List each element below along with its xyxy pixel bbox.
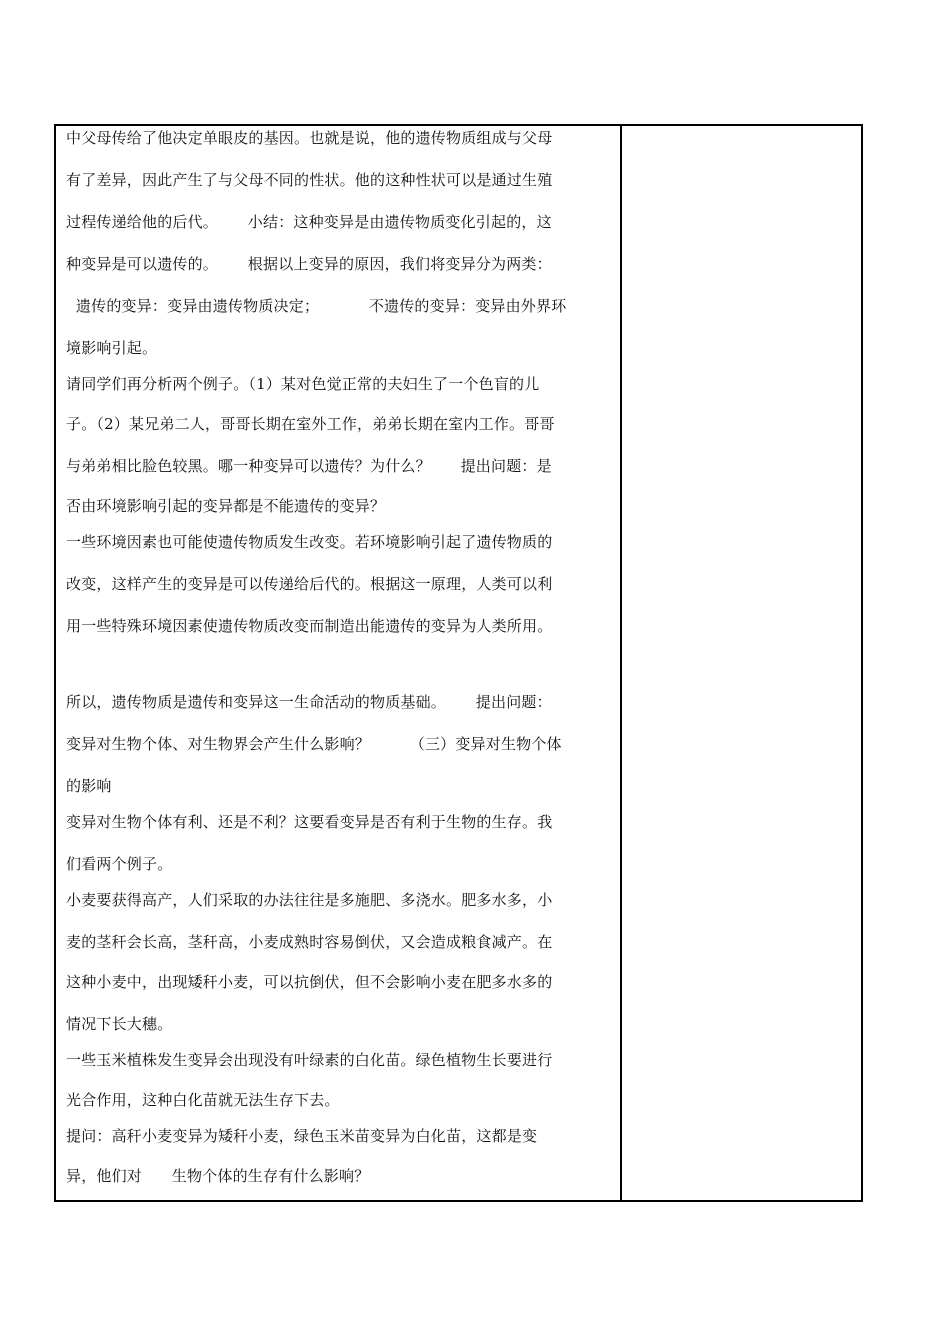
text-line: 境影响引起。 xyxy=(66,339,158,357)
text-line: 有了差异，因此产生了与父母不同的性状。他的这种性状可以是通过生殖 xyxy=(66,171,553,189)
text-line: 种变异是可以遗传的。 根据以上变异的原因，我们将变异分为两类： xyxy=(66,255,552,273)
text-line: 这种小麦中，出现矮秆小麦，可以抗倒伏，但不会影响小麦在肥多水多的 xyxy=(66,973,553,991)
text-line: 情况下长大穗。 xyxy=(66,1015,173,1033)
text-line: 小麦要获得高产，人们采取的办法往往是多施肥、多浇水。肥多水多，小 xyxy=(66,891,553,909)
text-line: 子。（2）某兄弟二人，哥哥长期在室外工作，弟弟长期在室内工作。哥哥 xyxy=(66,415,555,433)
text-line: 们看两个例子。 xyxy=(66,855,173,873)
text-line: 提问：高秆小麦变异为矮秆小麦，绿色玉米苗变异为白化苗，这都是变 xyxy=(66,1127,538,1145)
text-line: 改变，这样产生的变异是可以传递给后代的。根据这一原理，人类可以利 xyxy=(66,575,553,593)
text-line: 否由环境影响引起的变异都是不能遗传的变异？ xyxy=(66,497,386,515)
text-line: 一些玉米植株发生变异会出现没有叶绿素的白化苗。绿色植物生长要进行 xyxy=(66,1051,553,1069)
text-line: 遗传的变异：变异由遗传物质决定； 不遗传的变异：变异由外界环 xyxy=(66,297,567,315)
text-line: 用一些特殊环境因素使遗传物质改变而制造出能遗传的变异为人类所用。 xyxy=(66,617,553,635)
text-line: 麦的茎秆会长高，茎秆高，小麦成熟时容易倒伏，又会造成粮食减产。在 xyxy=(66,933,553,951)
text-line: 一些环境因素也可能使遗传物质发生改变。若环境影响引起了遗传物质的 xyxy=(66,533,553,551)
text-line: 异，他们对 生物个体的生存有什么影响？ xyxy=(66,1167,370,1185)
notes-cell xyxy=(622,126,861,1200)
document-table xyxy=(54,124,863,1202)
text-line: 所以，遗传物质是遗传和变异这一生命活动的物质基础。 提出问题： xyxy=(66,693,552,711)
content-cell xyxy=(56,126,622,1200)
text-line: 变异对生物个体、对生物界会产生什么影响？ （三）变异对生物个体 xyxy=(66,735,562,753)
text-line: 请同学们再分析两个例子。（1）某对色觉正常的夫妇生了一个色盲的儿 xyxy=(66,375,540,393)
text-line: 过程传递给他的后代。 小结：这种变异是由遗传物质变化引起的，这 xyxy=(66,213,552,231)
text-line: 变异对生物个体有利、还是不利？这要看变异是否有利于生物的生存。我 xyxy=(66,813,553,831)
text-line: 的影响 xyxy=(66,777,112,795)
text-line: 与弟弟相比脸色较黑。哪一种变异可以遗传？为什么？ 提出问题：是 xyxy=(66,457,552,475)
text-line: 光合作用，这种白化苗就无法生存下去。 xyxy=(66,1091,340,1109)
text-line: 中父母传给了他决定单眼皮的基因。也就是说，他的遗传物质组成与父母 xyxy=(66,129,553,147)
